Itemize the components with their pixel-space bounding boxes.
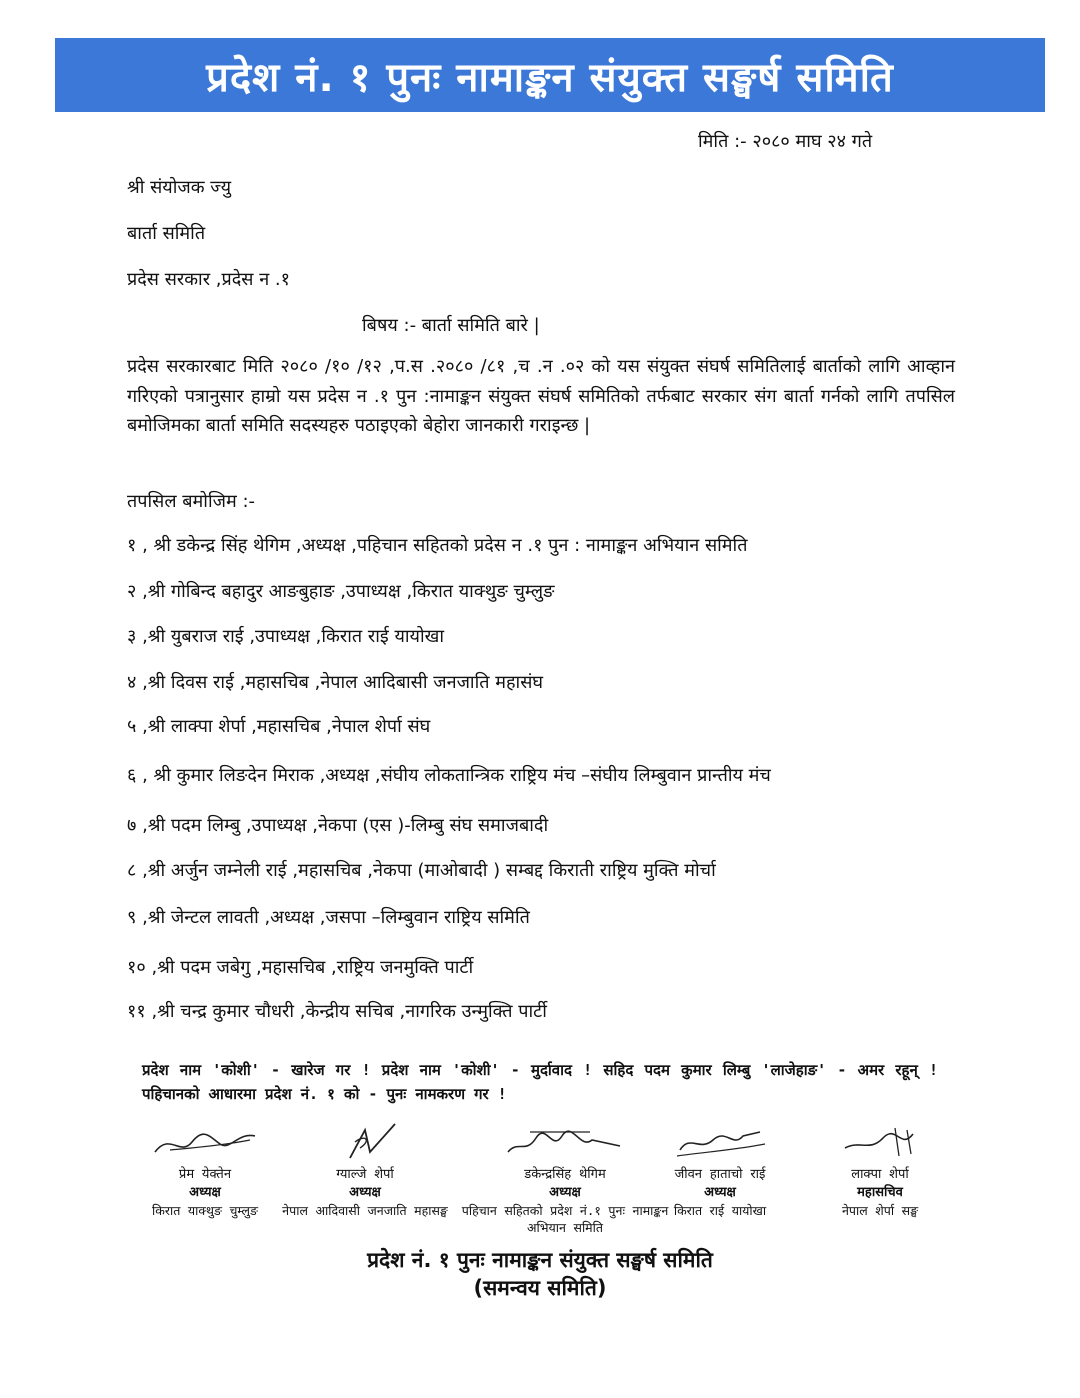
signatory-position: अध्यक्ष bbox=[704, 1185, 736, 1200]
footer-title: प्रदेश नं. १ पुनः नामाङ्कन संयुक्त सङ्घर्ष समिति bbox=[367, 1248, 713, 1272]
recipient-line-3: प्रदेस सरकार ,प्रदेस न .१ bbox=[127, 269, 290, 290]
signatory-org: किरात याक्थुङ चुम्लुङ bbox=[152, 1203, 258, 1218]
header-title: प्रदेश नं. १ पुनः नामाङ्कन संयुक्त सङ्घर्ष समिति bbox=[206, 54, 894, 101]
signatory-org: पहिचान सहितको प्रदेश नं.१ पुनः नामाङ्कन अभियान समिति bbox=[461, 1203, 669, 1235]
signature-mark bbox=[310, 1122, 420, 1162]
list-item: ६ , श्री कुमार लिङदेन मिराक ,अध्यक्ष ,संघीय लोकतान्त्रिक राष्ट्रिय मंच –संघीय लिम्बुवान प्रान्तीय मंच bbox=[127, 765, 771, 786]
footer-subtitle: (समन्वय समिति) bbox=[473, 1276, 607, 1300]
list-item: ७ ,श्री पदम लिम्बु ,उपाध्यक्ष ,नेकपा (एस )-लिम्बु संघ समाजबादी bbox=[127, 815, 549, 836]
list-item: ८ ,श्री अर्जुन जम्नेली राई ,महासचिब ,नेकपा (माओबादी ) सम्बद्द किराती राष्ट्रिय मुक्ति मोर्चा bbox=[127, 860, 716, 881]
list-item: २ ,श्री गोबिन्द बहादुर आङबुहाङ ,उपाध्यक्ष ,किरात याक्थुङ चुम्लुङ bbox=[127, 581, 555, 602]
signatory-position: अध्यक्ष bbox=[189, 1185, 221, 1200]
list-item: १० ,श्री पदम जबेगु ,महासचिब ,राष्ट्रिय जनमुक्ति पार्टी bbox=[127, 957, 474, 978]
signatory-name: जीवन हाताचो राई bbox=[674, 1167, 766, 1182]
signatory-name: डकेन्द्रसिंह थेगिम bbox=[524, 1167, 606, 1182]
signatory-org: किरात राई यायोखा bbox=[673, 1203, 767, 1218]
signature-mark bbox=[150, 1122, 260, 1162]
signatory-position: महासचिव bbox=[857, 1185, 903, 1200]
list-heading: तपसिल बमोजिम :- bbox=[127, 491, 256, 512]
recipient-line-1: श्री संयोजक ज्यु bbox=[127, 177, 232, 198]
signature-mark bbox=[665, 1122, 775, 1162]
list-item: ४ ,श्री दिवस राई ,महासचिब ,नेपाल आदिबासी जनजाति महासंघ bbox=[127, 672, 544, 693]
list-item: ३ ,श्री युबराज राई ,उपाध्यक्ष ,किरात राई यायोखा bbox=[127, 626, 445, 647]
list-item: ५ ,श्री लाक्पा शेर्पा ,महासचिब ,नेपाल शेर्पा संघ bbox=[127, 716, 431, 737]
list-item: ११ ,श्री चन्द्र कुमार चौधरी ,केन्द्रीय सचिब ,नागरिक उन्मुक्ति पार्टी bbox=[127, 1001, 547, 1022]
signatory-block bbox=[270, 1122, 460, 1219]
header-banner bbox=[55, 38, 1045, 112]
signatory-name: लाक्पा शेर्पा bbox=[851, 1167, 909, 1182]
signatory-org: नेपाल आदिवासी जनजाति महासङ्घ bbox=[282, 1203, 448, 1218]
signatory-name: प्रेम येक्तेन bbox=[178, 1167, 232, 1182]
signatory-position: अध्यक्ष bbox=[549, 1185, 581, 1200]
slogan-text: प्रदेश नाम 'कोशी' - खारेज गर ! प्रदेश नाम 'कोशी' - मुर्दावाद ! सहिद पदम कुमार लिम्बु 'लाजेहाङ' - अमर रहून् ! पहिचानको आधारमा प्रदेश नं. १ को - पुनः नामकरण गर ! bbox=[142, 1061, 938, 1103]
signatory-position: अध्यक्ष bbox=[349, 1185, 381, 1200]
signature-mark bbox=[500, 1122, 630, 1162]
signature-row bbox=[120, 1122, 960, 1242]
list-item: १ , श्री डकेन्द्र सिंह थेगिम ,अध्यक्ष ,पहिचान सहितको प्रदेस न .१ पुन : नामाङ्कन अभियान समिति bbox=[127, 535, 748, 556]
letter-date: मिति :- २०८० माघ २४ गते bbox=[698, 131, 873, 152]
signature-mark bbox=[825, 1122, 935, 1162]
signatory-name: ग्याल्जे शेर्पा bbox=[336, 1167, 394, 1182]
signatory-org: नेपाल शेर्पा सङ्घ bbox=[841, 1203, 918, 1218]
signatory-block bbox=[785, 1122, 975, 1219]
recipient-line-2: बार्ता समिति bbox=[127, 223, 206, 244]
list-item: ९ ,श्री जेन्टल लावती ,अध्यक्ष ,जसपा –लिम्बुवान राष्ट्रिय समिति bbox=[127, 907, 530, 928]
letter-body: प्रदेस सरकारबाट मिति २०८० /१० /१२ ,प.स .२०८० /८१ ,च .न .०२ को यस संयुक्त संघर्ष समितिलाई बार्ताको लागि आव्हान गरिएको पत्रानुसार हाम्रो यस प्रदेस न .१ पुन :नामाङ्कन संयुक्त संघर्ष समितिको तर्फबाट सरकार संग बार्ता गर्नको लागि तपसिल बमोजिमका बार्ता समिति सदस्यहरु पठाइएको बेहोरा जानकारी गराइन्छ | bbox=[127, 356, 955, 436]
letter-subject: बिषय :- बार्ता समिति बारे | bbox=[362, 315, 540, 336]
